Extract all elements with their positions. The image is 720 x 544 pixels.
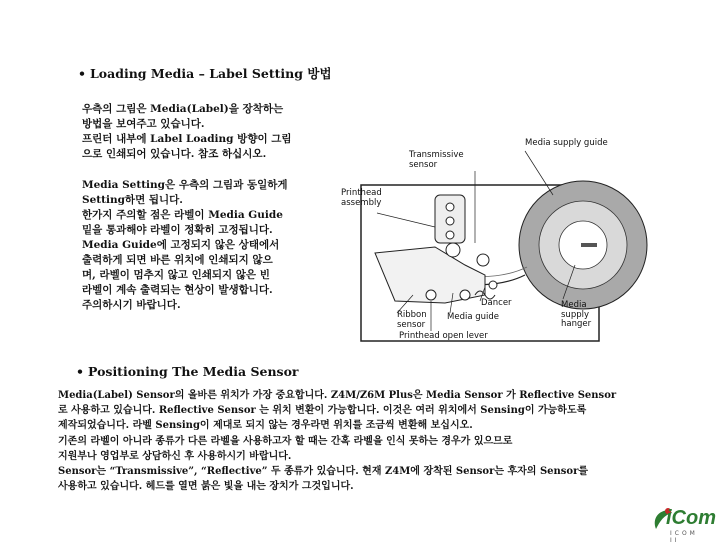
text-line: 방법을 보여주고 있습니다. — [82, 118, 205, 130]
label-dancer: Dancer — [481, 298, 512, 308]
printer-loading-diagram — [335, 135, 665, 345]
hanger-bar — [581, 243, 597, 247]
icom-logo — [650, 505, 716, 544]
text-line: 프린터 내부에 Label Loading 방향이 그림 — [82, 133, 292, 145]
text-line: Setting하면 됩니다. — [82, 194, 183, 206]
section1-heading: • Loading Media – Label Setting 방법 — [78, 66, 332, 81]
text-line: 제작되었습니다. 라벨 Sensing이 제대로 되지 않는 경우라면 위치를 조금씩 변환해 보십시오. — [58, 420, 473, 432]
roller-2 — [477, 254, 489, 266]
text-line: Media Guide에 고정되지 않은 상태에서 — [82, 239, 280, 251]
label-media-guide: Media guide — [447, 312, 500, 322]
text-line: 한가지 주의할 점은 라벨이 Media Guide — [82, 209, 283, 221]
bullet-icon: • — [76, 364, 84, 379]
logo-subtext: ICOM II — [670, 530, 698, 544]
roller-1 — [446, 243, 460, 257]
leader-media-supply-guide — [525, 151, 553, 195]
printhead-screw-1 — [446, 203, 454, 211]
text-line: 지원부나 영업부로 상담하신 후 사용하시기 바랍니다. — [58, 450, 292, 462]
text-line: 우측의 그림은 Media(Label)을 장착하는 — [82, 103, 284, 115]
printhead-screw-3 — [446, 231, 454, 239]
label-printhead-open-lever: Printhead open lever — [399, 331, 488, 341]
label-media-supply-hanger: Media supply hanger — [561, 300, 592, 329]
text-line: 밑을 통과해야 라벨이 정확히 고정됩니다. — [82, 224, 273, 236]
text-line: 며, 라벨이 멈추지 않고 인쇄되지 않은 빈 — [82, 269, 270, 281]
text-line: Media Setting은 우측의 그림과 동일하게 — [82, 179, 288, 191]
leader-printhead-assembly — [377, 213, 435, 227]
roller-5 — [426, 290, 436, 300]
logo-text: iCom — [666, 507, 716, 529]
roller-4 — [489, 281, 497, 289]
section1-paragraph2 — [82, 178, 288, 313]
text-line: 로 사용하고 있습니다. Reflective Sensor 는 위치 변환이 가능합니다. 이것은 여러 위치에서 Sensing이 가능하도록 — [58, 405, 587, 417]
text-line: 주의하시기 바랍니다. — [82, 299, 181, 311]
roller-3 — [460, 290, 470, 300]
text-line: 출력하게 되면 바른 위치에 인쇄되지 않으 — [82, 254, 273, 266]
section2-paragraph — [58, 388, 616, 494]
text-line: 으로 인쇄되어 있습니다. 참조 하십시오. — [82, 148, 267, 160]
printhead-screw-2 — [446, 217, 454, 225]
text-line: 사용하고 있습니다. 헤드를 열면 붉은 빛을 내는 장치가 그것입니다. — [58, 481, 354, 493]
section2-heading: • Positioning The Media Sensor — [76, 364, 299, 379]
text-line: Media(Label) Sensor의 올바른 위치가 가장 중요합니다. Z4M/Z6M Plus은 Media Sensor 가 Reflective Sensor — [58, 390, 617, 401]
label-transmissive-sensor: Transmissive sensor — [409, 150, 464, 170]
text-line: Sensor는 “Transmissive”, “Reflective” 두 종류가 있습니다. 현재 Z4M에 장착된 Sensor는 후자의 Sensor를 — [58, 466, 589, 478]
text-line: 기존의 라벨이 아니라 종류가 다른 라벨을 사용하고자 할 때는 간혹 라벨을 인식 못하는 경우가 있으므로 — [58, 435, 513, 447]
label-ribbon-sensor: Ribbon sensor — [397, 310, 427, 330]
text-line: 라벨이 계속 출력되는 현상이 발생합니다. — [82, 284, 273, 296]
label-media-supply-guide: Media supply guide — [525, 138, 608, 148]
section1-paragraph1 — [82, 102, 292, 162]
diagram-drawing — [335, 135, 665, 345]
label-printhead-assembly: Printhead assembly — [341, 188, 382, 208]
bullet-icon: • — [78, 66, 86, 81]
